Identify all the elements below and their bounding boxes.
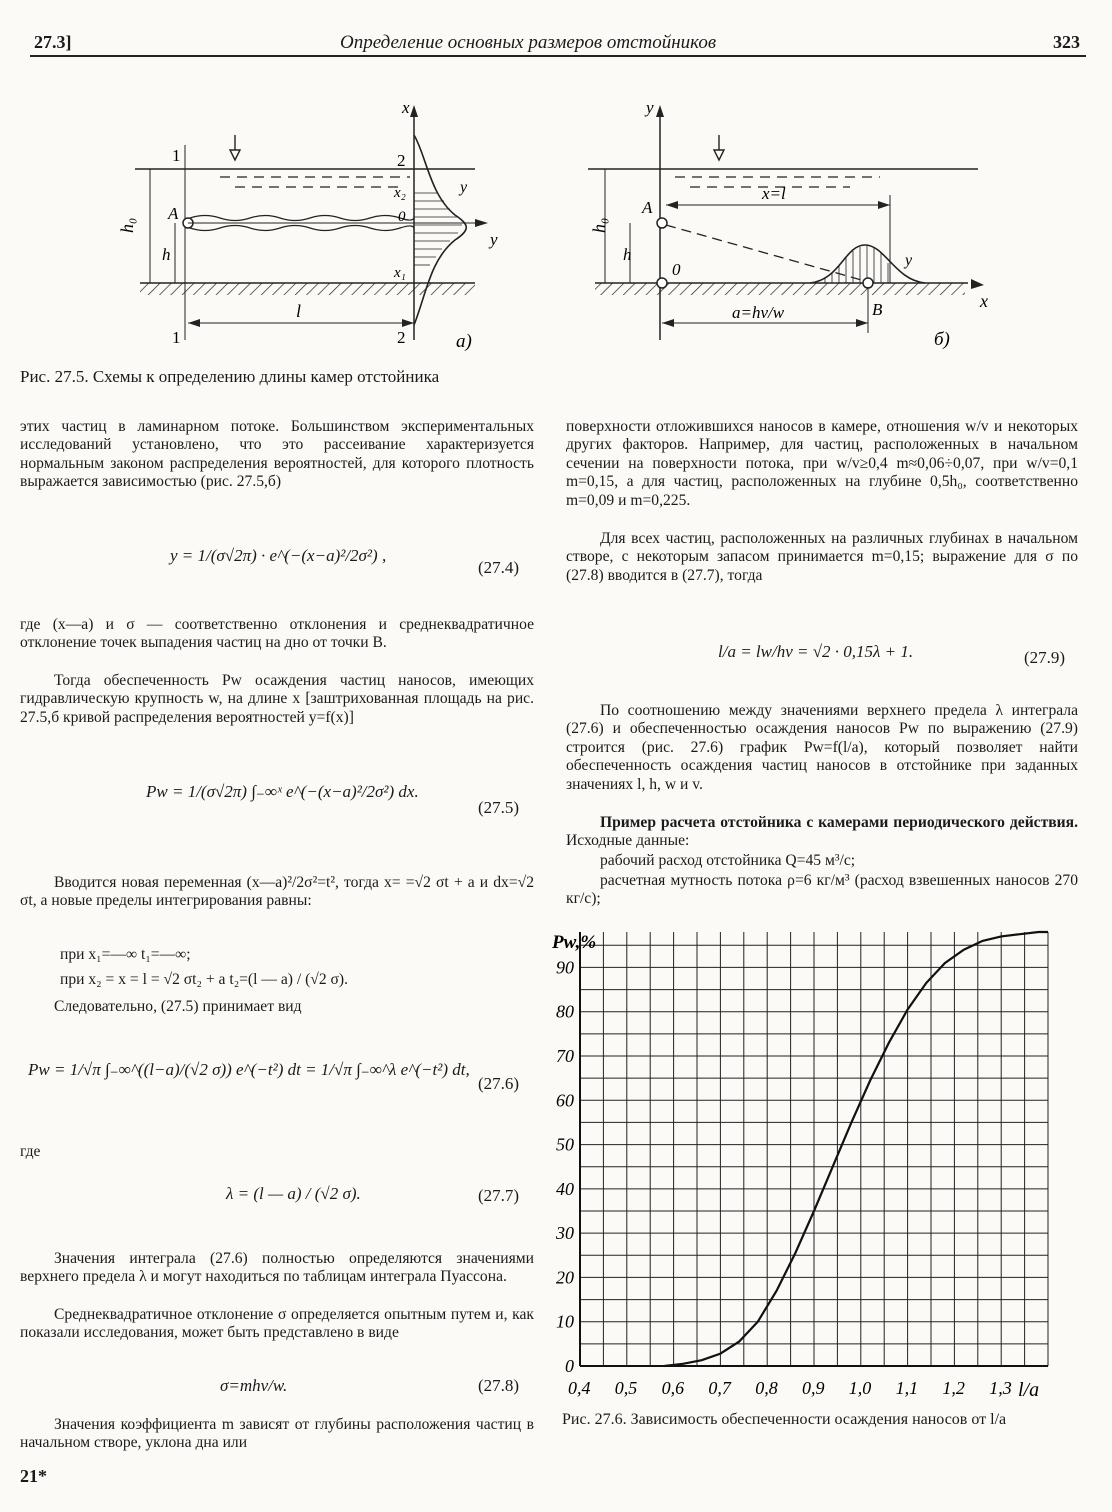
figure-27-5-caption: Рис. 27.5. Схемы к определению длины камер отстойника [20, 367, 440, 386]
left-col-para-5: Следовательно, (27.5) принимает вид [54, 998, 302, 1015]
page-number: 323 [1053, 32, 1080, 52]
label-x2: x₂ [394, 185, 406, 201]
section-number: 27.3] [34, 32, 72, 52]
chart-x-ticks [568, 1378, 1012, 1398]
right-col-example-1: рабочий расход отстойника Q=45 м³/с; [600, 852, 856, 869]
label-b-h0: h₀ [589, 217, 609, 233]
section-2-top: 2 [397, 151, 406, 170]
label-b-A: A [642, 198, 653, 217]
left-col-para-2: где (x—a) и σ — соответственно отклонения и среднеквадратичное отклонение точек выпадения частиц на дно от точки B. [20, 616, 534, 652]
left-col-limit-1: при x₁=—∞ t₁=—∞; [60, 946, 191, 963]
section-1-top: 1 [172, 146, 181, 165]
bed-hatch-b [595, 283, 965, 295]
y-tick-label: 40 [556, 1178, 574, 1199]
example-title: Пример расчета отстойника с камерами периодического действия. [600, 814, 1078, 831]
equation-27-6-number: (27.6) [478, 1074, 520, 1093]
equation-27-6: Pw = 1/√π ∫₋∞^((l−a)/(√2 σ)) e^(−t²) dt = 1/√π ∫₋∞^λ e^(−t²) dt, [28, 1060, 470, 1079]
panel-a-label: а) [456, 331, 472, 352]
x-tick-label: 0,5 [614, 1378, 638, 1398]
x-tick-label: 0,7 [708, 1378, 731, 1398]
label-x-eq-l: x=l [762, 184, 786, 203]
label-b-h: h [623, 245, 632, 264]
x-tick-label: 0,6 [661, 1378, 685, 1398]
running-title: Определение основных размеров отстойников [340, 32, 717, 53]
right-col-para-1: поверхности отложившихся наносов в камере, отношения w/v и некоторых других факторов. Например, для частиц, расположенных в начальном сечении на поверхности потока, при w/v≥0,4 m≈0,06÷0,07, при w/v=0,1 m=0,15, а для частиц, расположенных на глубине 0,5h₀, соответственно m=0,09 и m=0,225. [566, 418, 1078, 509]
label-a-eq: a=hv/w [732, 303, 785, 322]
equation-27-7-number: (27.7) [478, 1186, 520, 1205]
label-b-B: B [872, 300, 883, 319]
y-tick-label: 60 [556, 1090, 574, 1111]
section-2-bottom: 2 [397, 328, 406, 347]
label-x1: x₁ [394, 265, 406, 281]
left-col-para-7: Среднеквадратичное отклонение σ определяется опытным путем и, как показали исследования, может быть представлено в виде [20, 1306, 534, 1342]
equation-27-9: l/a = lw/hv = √2 · 0,15λ + 1. [718, 642, 914, 661]
equation-27-5-number: (27.5) [478, 798, 520, 817]
label-zero-a: 0 [398, 209, 406, 225]
figure-27-6-caption: Рис. 27.6. Зависимость обеспеченности осаждения наносов от l/a [562, 1411, 1007, 1428]
equation-27-9-number: (27.9) [1024, 648, 1066, 667]
right-col-example-2: расчетная мутность потока ρ=6 кг/м³ (расход взвешенных наносов 270 кг/с); [566, 872, 1078, 908]
x-tick-label: 1,0 [848, 1378, 872, 1398]
chart-curve [664, 932, 1048, 1366]
equation-27-5: Pw = 1/(σ√2π) ∫₋∞ˣ e^(−(x−a)²/2σ²) dx. [146, 782, 419, 801]
equation-27-8-number: (27.8) [478, 1376, 520, 1395]
label-b-x: x [980, 291, 988, 311]
label-a-x: x [402, 98, 410, 117]
y-tick-label: 10 [556, 1311, 574, 1332]
label-b-y: y [646, 98, 654, 117]
y-tick-label: 0 [565, 1356, 574, 1376]
figure-27-6-chart [548, 918, 1068, 1406]
chart-grid [580, 932, 1048, 1366]
label-a-h: h [162, 245, 171, 264]
section-1-bottom: 1 [172, 328, 181, 347]
y-tick-label: 70 [556, 1046, 574, 1066]
y-tick-label: 90 [556, 957, 574, 978]
y-tick-label: 30 [556, 1223, 574, 1244]
left-col-gde: где [20, 1143, 41, 1160]
label-b-curve-y: y [905, 252, 913, 269]
y-tick-label: 80 [556, 1001, 574, 1022]
right-col-para-2: Для всех частиц, расположенных на различных глубинах в начальном створе, с некоторым запасом принимается m=0,15; выражение для σ по (27.8) вводится в (27.7), тогда [566, 530, 1078, 584]
x-tick-label: 0,4 [568, 1378, 591, 1398]
y-tick-label: 20 [556, 1267, 574, 1288]
panel-b [588, 98, 988, 350]
header-rule [30, 55, 1086, 57]
signature-mark: 21* [20, 1466, 47, 1486]
label-a-y: y [490, 230, 498, 249]
equation-27-4: y = 1/(σ√2π) · e^(−(x−a)²/2σ²) , [170, 546, 387, 565]
x-tick-label: 0,8 [755, 1378, 778, 1398]
left-col-para-1: этих частиц в ламинарном потоке. Большинством экспериментальных исследований установлено, что это рассеивание характеризуется нормальным законом распределения вероятностей, для которого плотность выражается зависимостью (рис. 27.5,б) [20, 418, 534, 491]
label-a-h0: h₀ [117, 217, 137, 233]
chart-x-label: l/a [1018, 1379, 1040, 1401]
equation-27-4-number: (27.4) [478, 558, 520, 577]
label-a-l: l [296, 301, 302, 321]
example-title-rest: Исходные данные: [566, 832, 690, 850]
equation-27-8: σ=mhv/w. [220, 1376, 288, 1395]
label-b-O: 0 [672, 260, 681, 279]
left-col-para-8: Значения коэффициента m зависят от глубины расположения частиц в начальном створе, уклона дна или [20, 1416, 534, 1452]
equation-27-7: λ = (l — a) / (√2 σ). [226, 1184, 361, 1203]
x-tick-label: 0,9 [802, 1378, 825, 1398]
left-col-para-3: Тогда обеспеченность Pw осаждения частиц наносов, имеющих гидравлическую крупность w, на длине x [заштрихованная площадь на рис. 27.5,б кривой распределения вероятностей y=f(x)] [20, 672, 534, 726]
panel-a [117, 98, 498, 352]
left-col-para-4: Вводится новая переменная (x—a)²/2σ²=t², тогда x= =√2 σt + a и dx=√2 σt, а новые пределы интегрирования равны: [20, 874, 534, 910]
x-tick-label: 1,1 [895, 1378, 919, 1398]
label-a-curve-y: y [460, 179, 468, 196]
y-tick-label: 50 [556, 1134, 574, 1155]
x-tick-label: 1,3 [989, 1378, 1012, 1398]
chart-y-label: Pw,% [552, 932, 597, 953]
left-col-limit-2: при x₂ = x = l = √2 σt₂ + a t₂=(l — a) / (√2 σ). [60, 971, 349, 988]
figure-27-5 [110, 95, 1010, 365]
chart-y-ticks [555, 957, 574, 1376]
label-a-A: A [168, 204, 179, 223]
right-col-para-3: По соотношению между значениями верхнего предела λ интеграла (27.6) и обеспеченностью осаждения наносов Pw по выражению (27.9) строится (рис. 27.6) график Pw=f(l/a), который позволяет найти обеспеченность осаждения частиц наносов в отстойнике при заданных значениях l, h, w и v. [566, 702, 1078, 793]
right-col-example [566, 814, 1078, 851]
panel-b-label: б) [934, 329, 950, 350]
water-level-marker-a [230, 150, 240, 160]
x-tick-label: 1,2 [942, 1378, 965, 1398]
left-col-para-6: Значения интеграла (27.6) полностью определяются значениями верхнего предела λ и могут находиться по таблицам интеграла Пуассона. [20, 1250, 534, 1286]
